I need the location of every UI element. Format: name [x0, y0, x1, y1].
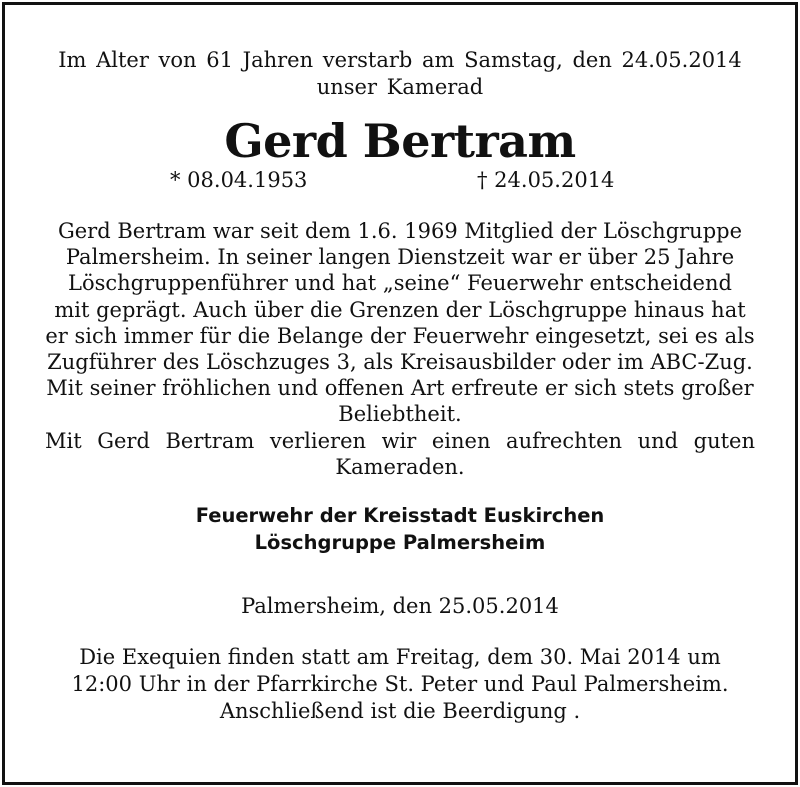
- signature-block: [45, 502, 755, 556]
- deceased-name: Gerd Bertram: [224, 114, 576, 168]
- tribute-line: Mit seiner fröhlichen und offenen Art erfreute er sich stets großer: [46, 376, 754, 401]
- tribute-line: Kameraden.: [335, 454, 465, 479]
- birth-date: * 08.04.1953: [170, 168, 308, 192]
- life-dates: [45, 165, 755, 195]
- signature-unit: Löschgruppe Palmersheim: [254, 531, 546, 555]
- tribute-line: Zugführer des Löschzuges 3, als Kreisausbilder oder im ABC-Zug.: [47, 350, 753, 375]
- tribute-line: Palmersheim. In seiner langen Dienstzeit war er über 25 Jahre: [65, 245, 735, 270]
- funeral-line-1: Die Exequien finden statt am Freitag, dem 30. Mai 2014 um: [79, 645, 721, 670]
- signature-organization: Feuerwehr der Kreisstadt Euskirchen: [195, 504, 605, 528]
- intro-line-1: Im Alter von 61 Jahren verstarb am Samstag, den 24.05.2014: [58, 48, 742, 72]
- death-date: † 24.05.2014: [477, 168, 615, 192]
- funeral-line-3: Anschließend ist die Beerdigung .: [219, 699, 581, 724]
- place-date: Palmersheim, den 25.05.2014: [241, 594, 559, 619]
- tribute-line: mit geprägt. Auch über die Grenzen der Löschgruppe hinaus hat: [54, 297, 746, 322]
- tribute-line: Mit Gerd Bertram verlieren wir einen aufrechten und guten: [45, 428, 755, 453]
- tribute-line: er sich immer für die Belange der Feuerwehr eingesetzt, sei es als: [45, 323, 755, 348]
- intro-text: [45, 47, 755, 101]
- tribute-line: Löschgruppenführer und hat „seine“ Feuerwehr entscheidend: [68, 271, 732, 296]
- tribute-text: [45, 218, 755, 480]
- funeral-line-2: 12:00 Uhr in der Pfarrkirche St. Peter und Paul Palmersheim.: [71, 672, 729, 697]
- obituary-content: [45, 47, 755, 725]
- tribute-line: Gerd Bertram war seit dem 1.6. 1969 Mitglied der Löschgruppe: [57, 219, 743, 243]
- tribute-line: Beliebtheit.: [338, 402, 462, 427]
- intro-line-2: unser Kamerad: [316, 75, 484, 99]
- funeral-info: [45, 644, 755, 725]
